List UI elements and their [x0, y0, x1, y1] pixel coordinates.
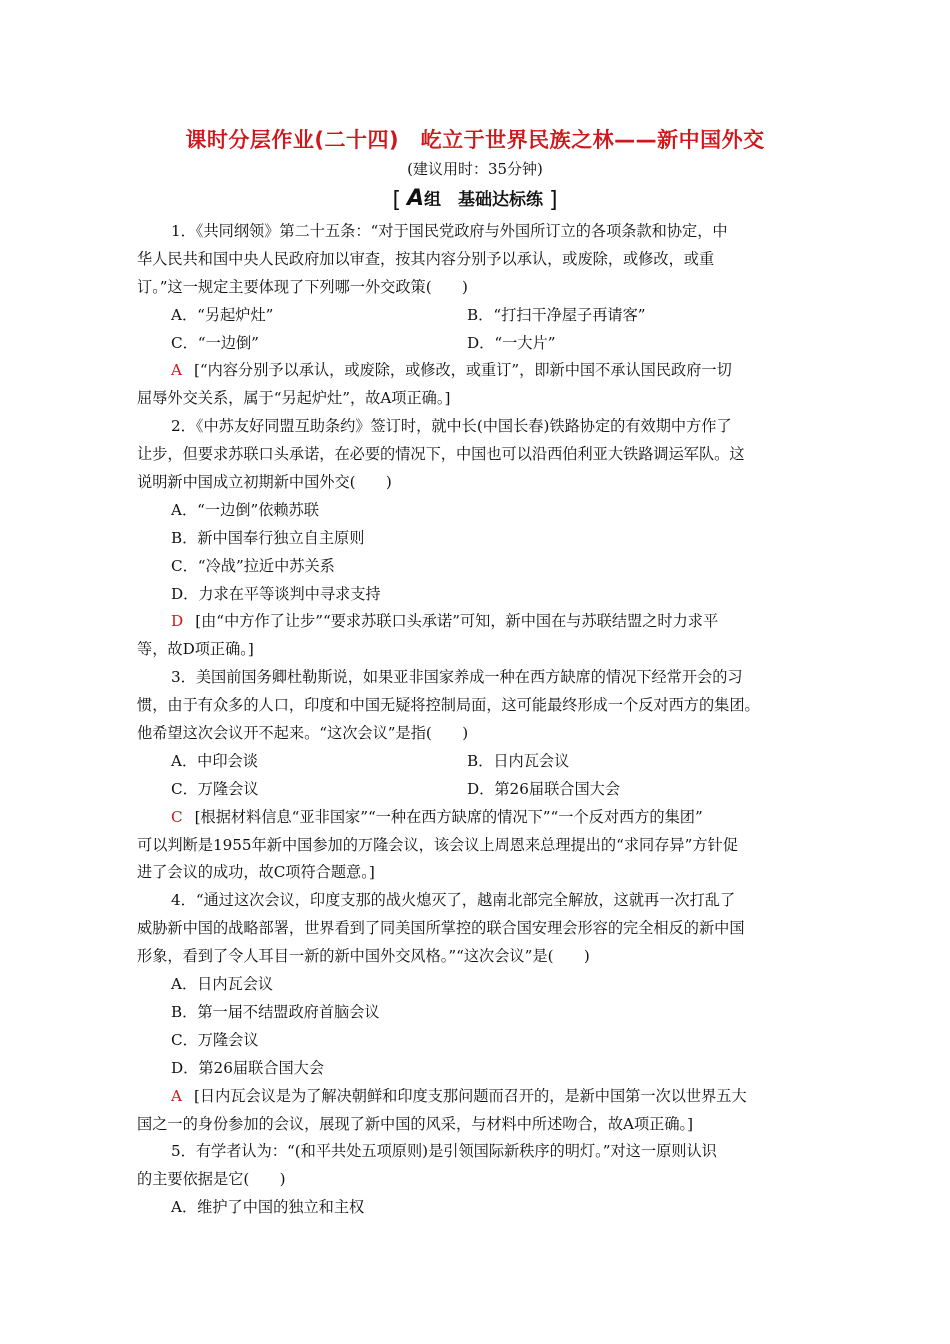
q1-line: 1．《共同纲领》第二十五条：“对于国民党政府与外国所订立的各项条款和协定，中 — [171, 222, 728, 240]
q1-options-row — [137, 302, 817, 330]
q3-line: 他希望这次会议开不起来。“这次会议”是指( ) — [137, 724, 469, 743]
q1-line: 订。”这一规定主要体现了下列哪一外交政策( ) — [137, 277, 468, 296]
q3-option-a: A．中印会谈 — [171, 751, 258, 770]
q4-line: 形象，看到了令人耳目一新的新中国外交风格。”“这次会议”是( ) — [137, 947, 590, 966]
q2-explain-line: D [由“中方作了让步”“要求苏联口头承诺”可知，新中国在与苏联结盟之时力求平 — [171, 612, 719, 631]
group-letter: A — [406, 186, 425, 211]
q4-explain-line: A [日内瓦会议是为了解决朝鲜和印度支那问题而召开的，是新中国第一次以世界五大 — [171, 1086, 747, 1105]
q2-option-a: A．“一边倒”依赖苏联 — [171, 500, 319, 519]
q4-option-a: A．日内瓦会议 — [171, 975, 274, 994]
q4-line: 威胁新中国的战略部署，世界看到了同美国所掌控的联合国安理会形容的完全相反的新中国 — [137, 919, 745, 938]
q3-explain-line: C [根据材料信息“亚非国家”“一种在西方缺席的情况下”“一个反对西方的集团” — [171, 807, 703, 826]
q4-option-c: C．万隆会议 — [171, 1030, 259, 1049]
q1-option-b: B．“打扫干净屋子再请客” — [467, 305, 646, 324]
bracket-open: [ — [392, 188, 402, 213]
q4-explain-line: 国之一的身份参加的会议，展现了新中国的风采，与材料中所述吻合，故A项正确。] — [137, 1114, 694, 1133]
question-list — [137, 218, 817, 1222]
q3-option-c: C．万隆会议 — [171, 779, 259, 798]
q2-answer: D — [171, 612, 184, 631]
q4-option-d: D．第26届联合国大会 — [171, 1058, 325, 1077]
q2-line: 让步，但要求苏联口头承诺，在必要的情况下，中国也可以沿西伯利亚大铁路调运军队。这 — [137, 445, 745, 464]
q3-line: 惯，由于有众多的人口，印度和中国无疑将控制局面，这可能最终形成一个反对西方的集团。 — [137, 696, 760, 715]
q3-options-row — [137, 748, 817, 776]
q2-option-d: D．力求在平等谈判中寻求支持 — [171, 584, 381, 603]
page-title: 课时分层作业(二十四) 屹立于世界民族之林——新中国外交 — [185, 128, 765, 152]
q1-option-c: C．“一边倒” — [171, 333, 259, 352]
q2-explain-line: 等，故D项正确。] — [137, 640, 254, 659]
q5-option-a: A．维护了中国的独立和主权 — [171, 1198, 365, 1217]
suggested-time: (建议用时：35分钟) — [407, 160, 543, 178]
q3-explain-line: 进了会议的成功，故C项符合题意。] — [137, 863, 375, 882]
q3-answer: C — [171, 807, 183, 826]
q2-line: 2．《中苏友好同盟互助条约》签订时，就中长(中国长春)铁路协定的有效期中方作了 — [171, 417, 732, 436]
q1-option-d: D．“一大片” — [467, 333, 556, 352]
q2-line: 说明新中国成立初期新中国外交( ) — [137, 473, 392, 492]
q1-options-row — [137, 330, 817, 358]
q1-option-a: A．“另起炉灶” — [171, 305, 274, 324]
q4-answer: A — [171, 1086, 182, 1105]
q3-option-d: D．第26届联合国大会 — [467, 779, 621, 798]
q3-explain-line: 可以判断是1955年新中国参加的万隆会议，该会议上周恩来总理提出的“求同存异”方针促 — [137, 835, 738, 854]
q2-option-b: B．新中国奉行独立自主原则 — [171, 528, 365, 547]
q5-line: 5．有学者认为：“(和平共处五项原则)是引领国际新秩序的明灯。”对这一原则认识 — [171, 1142, 717, 1161]
q2-option-c: C．“冷战”拉近中苏关系 — [171, 556, 335, 575]
q3-option-b: B．日内瓦会议 — [467, 751, 570, 770]
q3-options-row — [137, 776, 817, 804]
q4-line: 4．“通过这次会议，印度支那的战火熄灭了，越南北部完全解放，这就再一次打乱了 — [171, 891, 736, 910]
q3-line: 3．美国前国务卿杜勒斯说，如果亚非国家养成一种在西方缺席的情况下经常开会的习 — [171, 668, 743, 687]
q4-option-b: B．第一届不结盟政府首脑会议 — [171, 1002, 380, 1021]
q1-line: 华人民共和国中央人民政府加以审查，按其内容分别予以承认，或废除，或修改，或重 — [137, 249, 715, 268]
q1-explain-line: A [“内容分别予以承认，或废除，或修改，或重订”，即新中国不承认国民政府一切 — [171, 361, 732, 380]
group-heading — [0, 185, 950, 213]
q5-line: 的主要依据是它( ) — [137, 1170, 286, 1189]
q1-explain-line: 屈辱外交关系，属于“另起炉灶”，故A项正确。] — [137, 389, 451, 408]
group-label: 组 基础达标练 — [424, 190, 544, 210]
bracket-close: ] — [548, 188, 558, 213]
q1-answer: A — [171, 361, 182, 380]
